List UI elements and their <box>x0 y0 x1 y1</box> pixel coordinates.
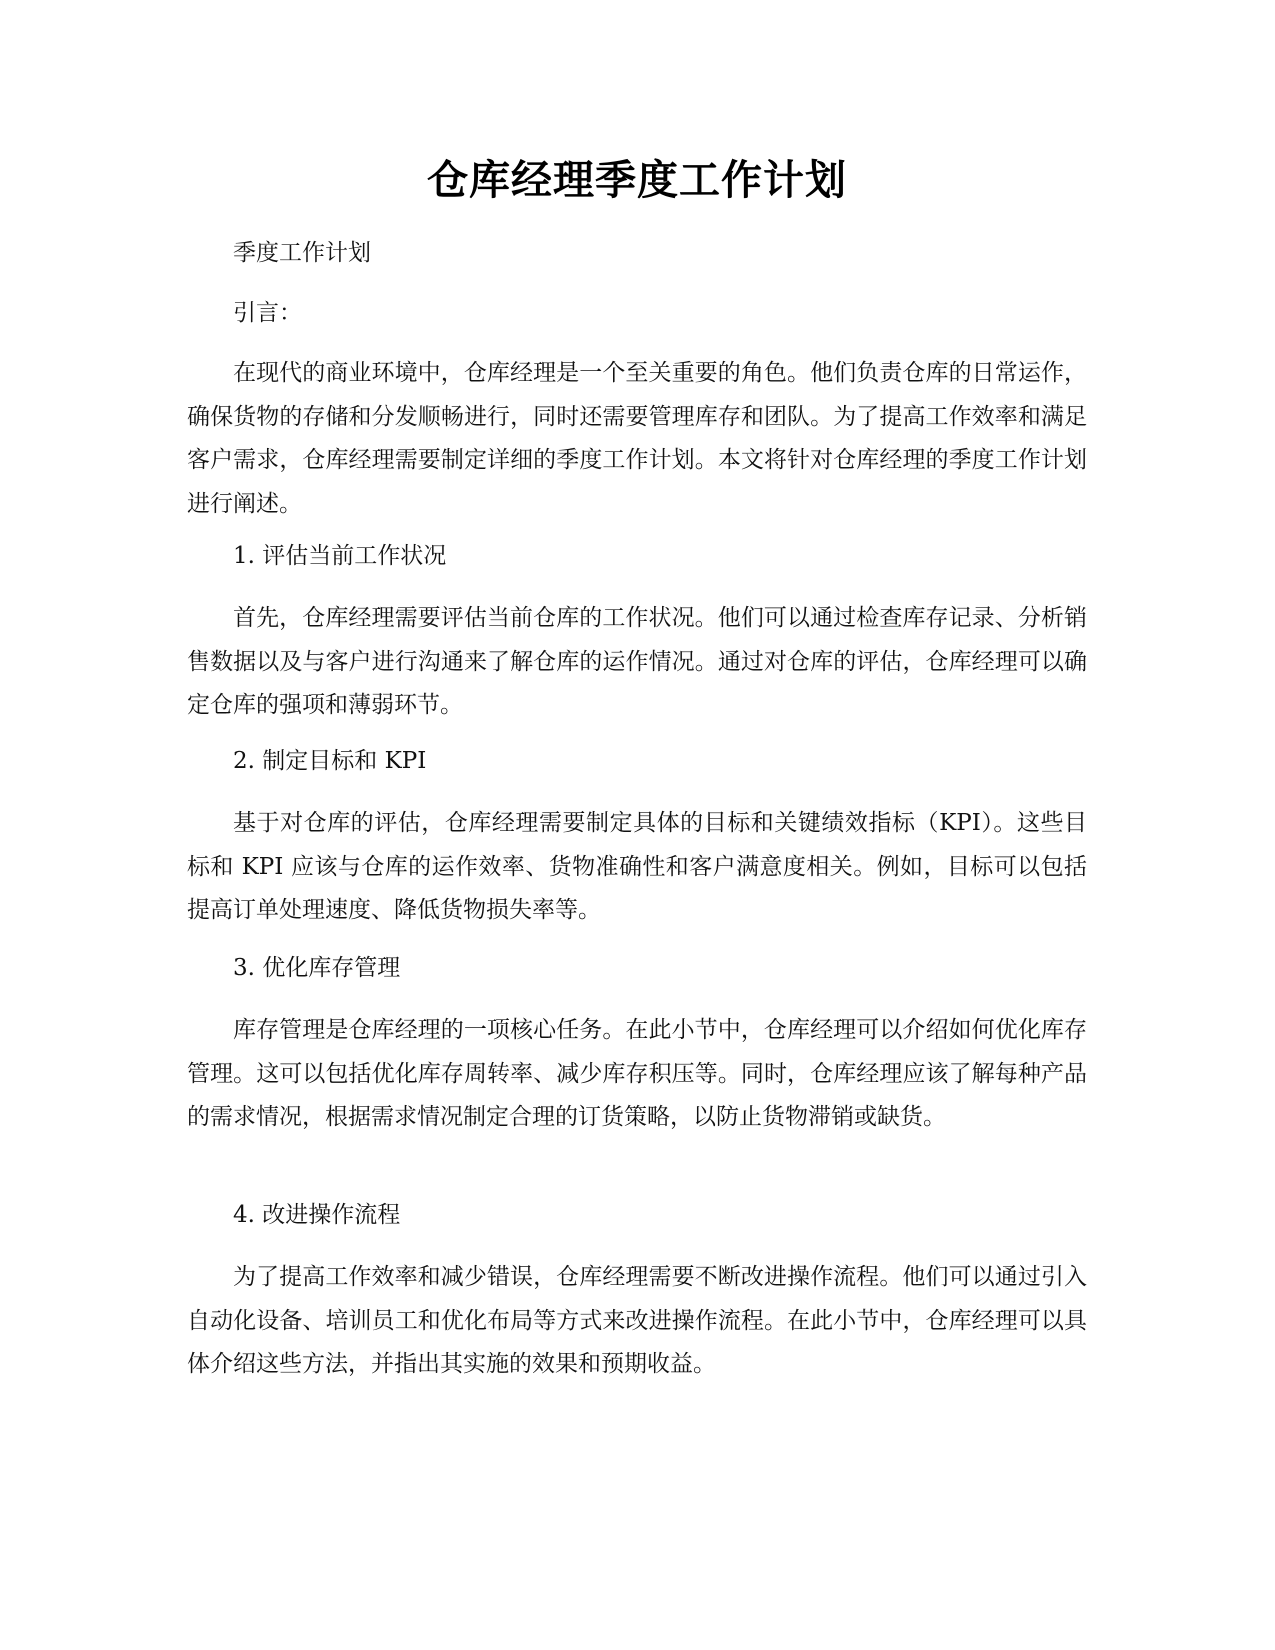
section-paragraph-1: 首先，仓库经理需要评估当前仓库的工作状况。他们可以通过检查库存记录、分析销售数据以及与客户进行沟通来了解仓库的运作情况。通过对仓库的评估，仓库经理可以确定仓库的强项和薄弱环节。 <box>187 605 1087 718</box>
section-heading-4: 4. 改进操作流程 <box>233 1202 401 1228</box>
intro-heading: 引言： <box>233 300 302 326</box>
section-heading-3: 3. 优化库存管理 <box>233 955 401 981</box>
section-paragraph-3: 库存管理是仓库经理的一项核心任务。在此小节中，仓库经理可以介绍如何优化库存管理。这可以包括优化库存周转率、减少库存积压等。同时，仓库经理应该了解每种产品的需求情况，根据需求情况制定合理的订货策略，以防止货物滞销或缺货。 <box>187 1017 1087 1130</box>
section-paragraph-2: 基于对仓库的评估，仓库经理需要制定具体的目标和关键绩效指标（KPI）。这些目标和 KPI 应该与仓库的运作效率、货物准确性和客户满意度相关。例如，目标可以包括提高订单处理速度、降低货物损失率等。 <box>187 810 1087 923</box>
section-heading-2: 2. 制定目标和 KPI <box>233 748 427 774</box>
intro-paragraph: 在现代的商业环境中，仓库经理是一个至关重要的角色。他们负责仓库的日常运作，确保货物的存储和分发顺畅进行，同时还需要管理库存和团队。为了提高工作效率和满足客户需求，仓库经理需要制定详细的季度工作计划。本文将针对仓库经理的季度工作计划进行阐述。 <box>187 360 1087 517</box>
document-title: 仓库经理季度工作计划 <box>427 156 847 204</box>
section-paragraph-4: 为了提高工作效率和减少错误，仓库经理需要不断改进操作流程。他们可以通过引入自动化设备、培训员工和优化布局等方式来改进操作流程。在此小节中，仓库经理可以具体介绍这些方法，并指出其实施的效果和预期收益。 <box>187 1264 1087 1377</box>
section-heading-1: 1. 评估当前工作状况 <box>233 543 447 569</box>
subtitle-paragraph: 季度工作计划 <box>233 240 371 266</box>
